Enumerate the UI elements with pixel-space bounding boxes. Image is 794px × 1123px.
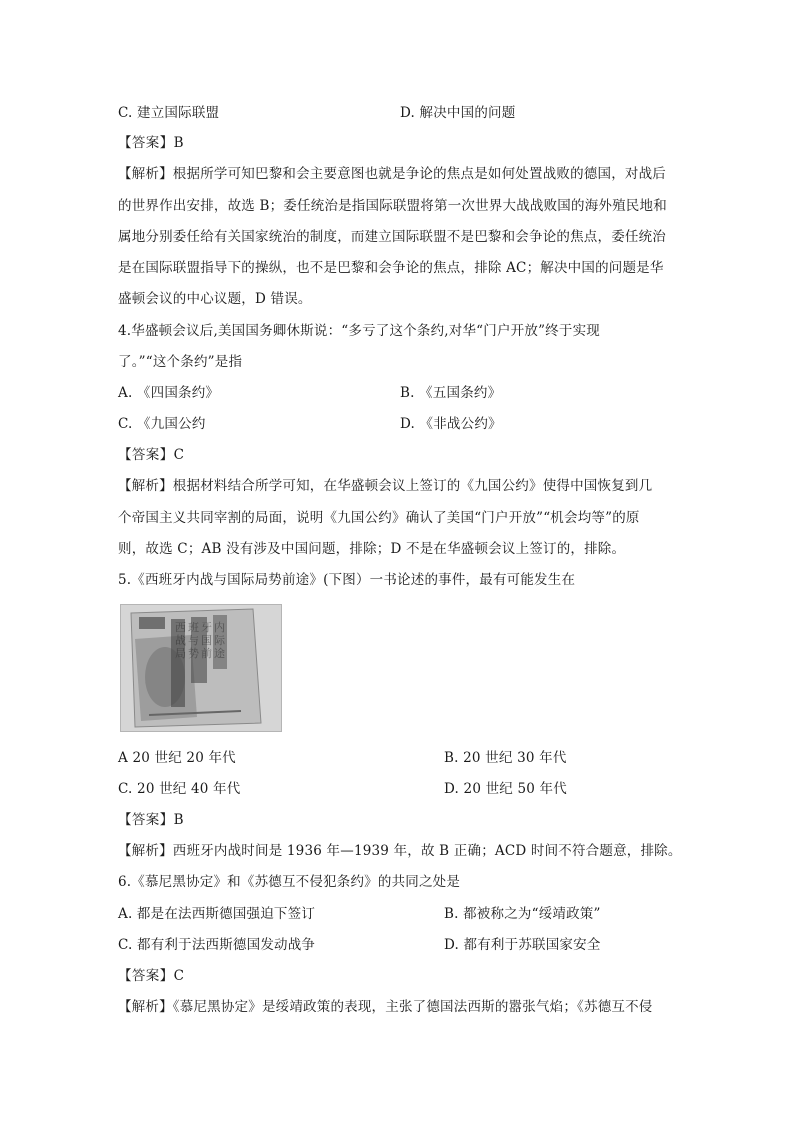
q5-option-d: D. 20 世纪 50 年代 <box>444 781 567 797</box>
q3-analysis-line-1: 【解析】根据所学可知巴黎和会主要意图也就是争论的焦点是如何处置战败的德国，对战后 <box>118 166 666 182</box>
q6-option-c: C. 都有利于法西斯德国发动战争 <box>118 937 316 953</box>
q5-option-c: C. 20 世纪 40 年代 <box>118 781 241 797</box>
q4-analysis-line-3: 则，故选 C；AB 没有涉及中国问题，排除；D 不是在华盛顿会议上签订的，排除。 <box>118 541 626 557</box>
q4-answer: 【答案】C <box>118 447 185 463</box>
q4-option-d: D. 《非战公约》 <box>400 416 502 432</box>
q6-options-ab <box>118 904 601 924</box>
q4-analysis-line-2: 个帝国主义共同宰割的局面，说明《九国公约》确认了美国“门户开放”“机会均等”的原 <box>118 510 640 526</box>
q4-option-c: C. 《九国公约 <box>118 416 206 432</box>
q6-option-b: B. 都被称之为“绥靖政策” <box>444 906 601 922</box>
q5-options-cd <box>118 779 567 799</box>
q4-stem-line-2: 了。”“这个条约”是指 <box>118 354 243 370</box>
q5-stem: 5.《西班牙内战与国际局势前途》(下图）一书论述的事件，最有可能发生在 <box>118 572 576 588</box>
q4-options-cd <box>118 414 502 434</box>
q4-stem-line-1: 4.华盛顿会议后,美国国务卿休斯说：“多亏了这个条约,对华“门户开放”终于实现 <box>118 323 600 339</box>
q5-option-a: A 20 世纪 20 年代 <box>118 750 236 766</box>
q3-option-d: D. 解决中国的问题 <box>400 105 516 121</box>
q4-option-b: B. 《五国条约》 <box>400 385 502 401</box>
book-cover-photo <box>120 604 282 732</box>
q5-option-b: B. 20 世纪 30 年代 <box>444 750 567 766</box>
q3-analysis-line-5: 盛顿会议的中心议题，D 错误。 <box>118 291 312 307</box>
q4-analysis-line-1: 【解析】根据材料结合所学可知，在华盛顿会议上签订的《九国公约》使得中国恢复到几 <box>118 478 653 494</box>
q6-option-d: D. 都有利于苏联国家安全 <box>444 937 601 953</box>
q5-answer: 【答案】B <box>118 812 184 828</box>
q5-options-ab <box>118 748 567 768</box>
q5-analysis: 【解析】西班牙内战时间是 1936 年—1939 年，故 B 正确；ACD 时间不符合题意，排除。 <box>118 843 682 859</box>
q3-options-cd <box>118 103 516 123</box>
q6-answer: 【答案】C <box>118 968 185 984</box>
q4-option-a: A. 《四国条约》 <box>118 385 220 401</box>
q3-option-c: C. 建立国际联盟 <box>118 105 220 121</box>
q3-analysis-line-3: 属地分别委任给有关国家统治的制度，而建立国际联盟不是巴黎和会争论的焦点，委任统治 <box>118 229 666 245</box>
q6-options-cd <box>118 935 601 955</box>
q3-answer: 【答案】B <box>118 135 184 151</box>
q6-analysis: 【解析】《慕尼黑协定》是绥靖政策的表现，主张了德国法西斯的嚣张气焰；《苏德互不侵 <box>118 999 653 1015</box>
q6-stem: 6.《慕尼黑协定》和《苏德互不侵犯条约》的共同之处是 <box>118 874 461 890</box>
q3-analysis-line-2: 的世界作出安排，故选 B；委任统治是指国际联盟将第一次世界大战战败国的海外殖民地和 <box>118 198 667 214</box>
book-cover-title: 西班牙内战与国际局势前途 <box>175 621 227 660</box>
q3-analysis-line-4: 是在国际联盟指导下的操纵，也不是巴黎和会争论的焦点，排除 AC；解决中国的问题是华 <box>118 260 664 276</box>
q4-options-ab <box>118 383 502 403</box>
q6-option-a: A. 都是在法西斯德国强迫下签订 <box>118 906 316 922</box>
